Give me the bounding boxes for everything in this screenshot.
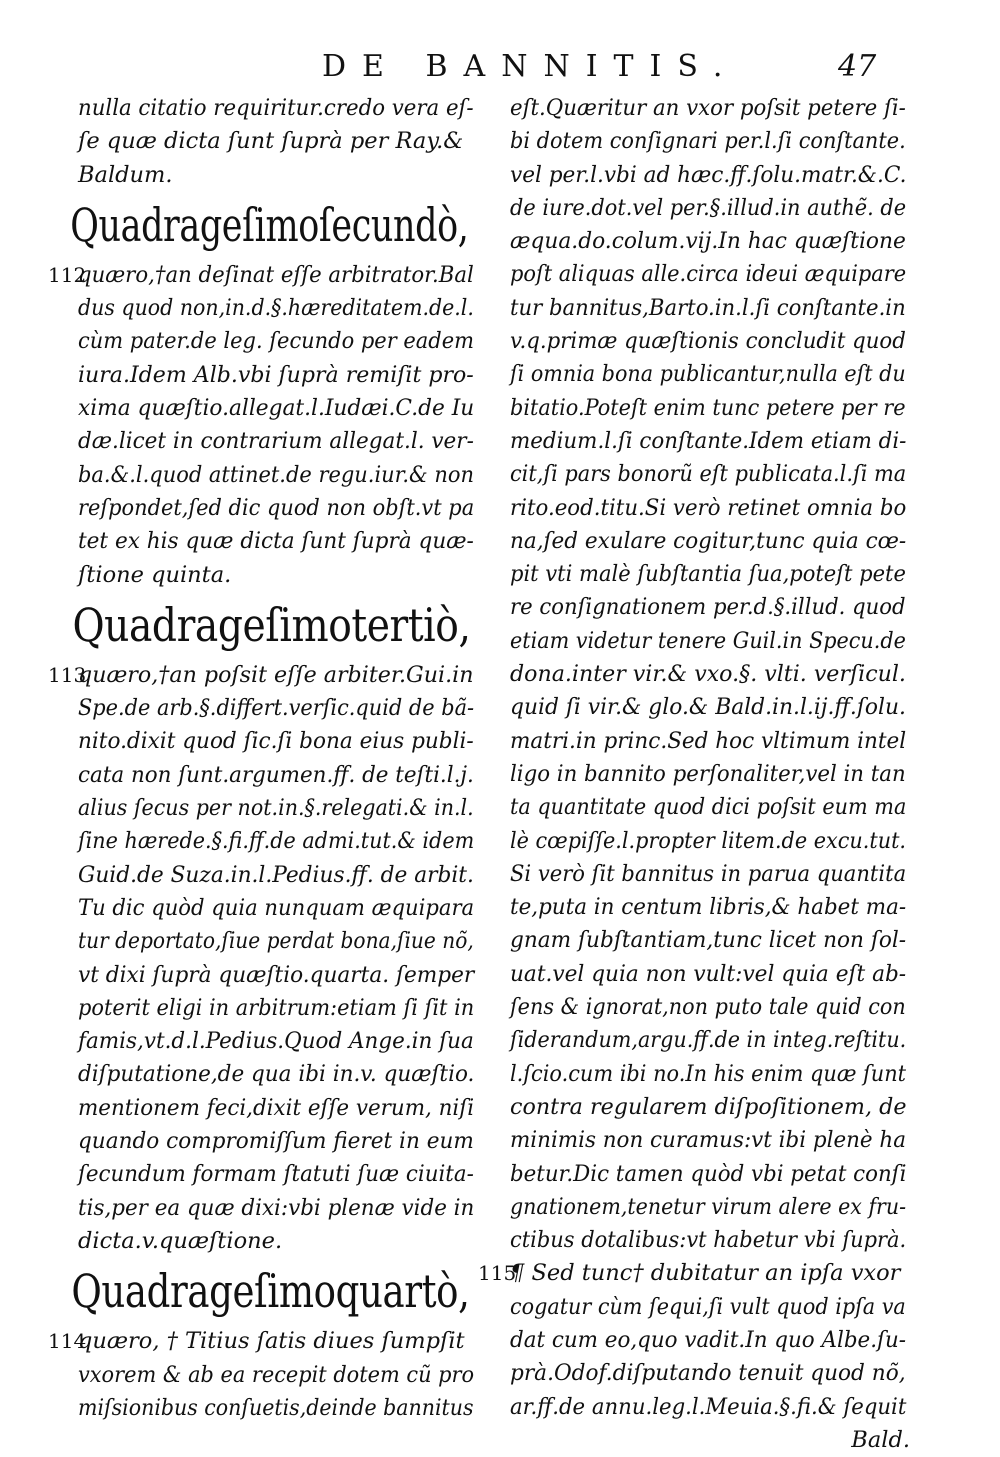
line-text: re conſignationem per.d.§.illud. quod (510, 594, 906, 621)
text-line (478, 958, 910, 991)
line-text: v.q.primæ quæſtionis concludit quod (510, 328, 906, 355)
margin-number: 114 (48, 1329, 87, 1354)
line-text: ſe quæ dicta ſunt ſuprà per Ray.& (78, 128, 464, 155)
text-line (478, 691, 910, 724)
text-line (478, 891, 910, 924)
line-text: diſputatione,de qua ibi in.v. quæſtio. (78, 1061, 475, 1088)
line-text: na,ſed exulare cogitur,tunc quia cœ- (510, 527, 907, 554)
text-line (478, 258, 910, 291)
line-text: gnationem,tenetur virum alere ex fru- (510, 1193, 907, 1220)
text-line (52, 1359, 478, 1392)
text-line (478, 1191, 910, 1224)
line-text: lè cœpiſſe.l.propter litem.de excu.tut. (510, 827, 907, 854)
text-line (52, 159, 478, 192)
page-number: 47 (838, 49, 877, 84)
line-text: ligo in bannito perſonaliter,vel in tan (510, 760, 906, 787)
line-text: dicta.v.quæſtione. (78, 1227, 283, 1254)
text-line (52, 559, 478, 592)
text-line (478, 458, 910, 491)
line-text: tur bannitus,Barto.in.l.ſi conſtante.in (510, 294, 906, 321)
line-text: te,puta in centum libris,& habet ma- (510, 894, 907, 921)
line-text: cata non ſunt.argumen.ff. de teſti.l.j. (78, 761, 474, 788)
text-line (478, 192, 910, 225)
line-text: tet ex his quæ dicta ſunt ſuprà quæ- (78, 528, 474, 555)
line-text: rito.eod.titu.Si verò retinet omnia bo (510, 494, 907, 521)
line-text: vxorem & ab ea recepit dotem cũ pro (78, 1361, 475, 1388)
text-line (52, 359, 478, 392)
text-line (478, 1058, 910, 1091)
line-text: xima quæſtio.allegat.l.Iudæi.C.de Iu (78, 395, 475, 422)
line-text: tur deportato,ſiue perdat bona,ſiue nõ, (78, 928, 474, 955)
line-text: ba.&.l.quod attinet.de regu.iur.& non (78, 461, 475, 488)
text-line (478, 625, 910, 658)
text-line (478, 92, 910, 125)
line-text: bitatio.Poteſt enim tunc petere per re (510, 394, 906, 421)
text-line (478, 1091, 910, 1124)
line-text: betur.Dic tamen quòd vbi petat conſi (510, 1160, 907, 1187)
line-text: quando compromiſſum fieret in eum (78, 1128, 474, 1155)
text-line (478, 525, 910, 558)
text-line (52, 1025, 478, 1058)
line-text: quid ſi vir.& glo.& Bald.in.l.ij.ff.ſolu. (510, 694, 906, 721)
line-text: dus quod non,in.d.§.hæreditatem.de.l. (78, 295, 474, 322)
text-line (52, 992, 478, 1025)
line-text: ſi omnia bona publicantur,nulla eſt du (510, 361, 906, 388)
line-text: poterit eligi in arbitrum:etiam ſi ſit in (78, 994, 475, 1021)
line-text: Spe.de arb.§.differt.verſic.quid de bã- (78, 695, 475, 722)
text-line (52, 1192, 478, 1225)
line-text: bi dotem conſignari per.l.ſi conſtante. (510, 128, 906, 155)
text-line (478, 991, 910, 1024)
text-line (52, 325, 478, 358)
text-line (52, 759, 478, 792)
line-text: iura.Idem Alb.vbi ſuprà remiſit pro- (78, 361, 474, 388)
section-heading: Quadrageſimotertiò, (72, 597, 471, 652)
text-line (478, 425, 910, 458)
text-line (52, 292, 478, 325)
line-text: l.ſcio.cum ibi no.In his enim quæ ſunt (510, 1060, 907, 1087)
line-text: ſtione quinta. (78, 561, 232, 588)
margin-number: 115 (478, 1261, 517, 1286)
text-line (478, 392, 910, 425)
text-line (52, 892, 478, 925)
text-line (478, 825, 910, 858)
text-line (52, 859, 478, 892)
text-line (478, 1291, 910, 1324)
line-text: vel per.l.vbi ad hæc.ff.ſolu.matr.&.C. (510, 161, 907, 188)
text-line (52, 1392, 478, 1425)
text-line (52, 392, 478, 425)
line-text: eſt.Quæritur an vxor poſsit petere ſi- (510, 95, 906, 121)
text-line (52, 425, 478, 458)
text-line (48, 259, 478, 292)
text-line (478, 1357, 910, 1390)
text-line (52, 1158, 478, 1191)
running-title: DE BANNITIS. (322, 49, 739, 84)
text-line (52, 525, 478, 558)
line-text: quæro,†an deſinat eſſe arbitrator.Bal (78, 261, 474, 288)
text-line (52, 125, 478, 158)
text-line (48, 659, 478, 692)
text-line (478, 1257, 910, 1290)
line-text: nulla citatio requiritur.credo vera eſ- (78, 95, 474, 121)
text-line (478, 159, 910, 192)
text-line (478, 1224, 910, 1257)
text-line (478, 358, 910, 391)
margin-number: 112 (48, 262, 87, 287)
line-text: Tu dic quòd quia nunquam æquipara (78, 894, 475, 921)
text-line (52, 492, 478, 525)
line-text: ar.ff.de annu.leg.l.Meuia.§.fi.& ſequit (510, 1393, 907, 1420)
line-text: ¶ Sed tunc† dubitatur an ipſa vxor (510, 1260, 901, 1287)
text-line (478, 1324, 910, 1357)
section-heading: Quadrageſimoquartò, (71, 1264, 470, 1319)
line-text: ſecundum formam ſtatuti ſuæ ciuita- (78, 1161, 474, 1188)
line-text: tis,per ea quæ dixi:vbi plenæ vide in (78, 1194, 475, 1221)
line-text: mentionem feci,dixit eſſe verum, niſi (78, 1094, 475, 1121)
text-line (52, 459, 478, 492)
text-line (52, 92, 478, 125)
text-line (478, 858, 910, 891)
line-text: cùm pater.de leg. ſecundo per eadem (78, 328, 475, 355)
section-heading: Quadrageſimoſecundò, (70, 197, 469, 252)
line-text: cogatur cùm ſequi,ſi vult quod ipſa va (510, 1293, 906, 1320)
line-text: nito.dixit quod ſic.ſi bona eius publi- (78, 728, 474, 755)
text-line (52, 692, 478, 725)
line-text: Guid.de Suza.in.l.Pedius.ff. de arbit. (78, 861, 474, 888)
text-line (52, 792, 478, 825)
text-line (52, 1225, 478, 1258)
line-text: famis,vt.d.l.Pedius.Quod Ange.in ſua (78, 1028, 474, 1055)
line-text: quæro,†an poſsit eſſe arbiter.Gui.in (78, 661, 474, 688)
line-text: gnam ſubſtantiam,tunc licet non ſol- (510, 927, 907, 954)
line-text: Bald. (851, 1426, 910, 1453)
text-line (478, 1124, 910, 1157)
line-text: minimis non curamus:vt ibi plenè ha (510, 1127, 906, 1154)
line-text: pit vti malè ſubſtantia ſua,poteſt pete (510, 561, 906, 588)
text-line (478, 1391, 910, 1424)
line-text: reſpondet,ſed dic quod non obſt.vt pa (78, 494, 475, 521)
line-text: cit,ſi pars bonorũ eſt publicata.l.ſi ma (510, 461, 907, 488)
text-line (478, 225, 910, 258)
text-line (478, 758, 910, 791)
line-text: matri.in princ.Sed hoc vltimum intel (510, 727, 907, 754)
text-line (52, 1125, 478, 1158)
margin-number: 113 (48, 662, 87, 687)
line-text: æqua.do.colum.vij.In hac quæſtione (510, 228, 906, 255)
line-text: ſiderandum,argu.ff.de in integ.reſtitu. (510, 1027, 907, 1054)
left-column (48, 92, 478, 1425)
text-line (52, 1092, 478, 1125)
line-text: vt dixi ſuprà quæſtio.quarta. ſemper (78, 961, 475, 988)
line-text: ſine hærede.§.fi.ff.de admi.tut.& idem (78, 828, 475, 855)
line-text: miſsionibus conſuetis,deinde bannitus (78, 1394, 474, 1421)
text-line (52, 1058, 478, 1091)
line-text: medium.l.ſi conſtante.Idem etiam di- (510, 427, 907, 454)
line-text: contra regularem diſpoſitionem, de (510, 1093, 907, 1120)
text-line (478, 791, 910, 824)
line-text: etiam videtur tenere Guil.in Specu.de (510, 627, 906, 654)
text-line (48, 1325, 478, 1358)
text-line (478, 1158, 910, 1191)
text-line (478, 924, 910, 957)
text-line (52, 925, 478, 958)
running-header (0, 42, 1000, 92)
text-line (52, 959, 478, 992)
line-text: alius ſecus per not.in.§.relegati.& in.l. (78, 795, 474, 822)
text-line (478, 125, 910, 158)
line-text: quæro, † Titius ſatis diues ſumpſit (78, 1328, 465, 1355)
text-line (478, 292, 910, 325)
line-text: dona.inter vir.& vxo.§. vlti. verſicul. (510, 661, 906, 688)
line-text: Baldum. (78, 161, 173, 188)
text-line (478, 591, 910, 624)
line-text: dæ.licet in contrarium allegat.l. ver- (78, 428, 474, 455)
text-line (52, 725, 478, 758)
text-line (478, 658, 910, 691)
catchword (478, 1424, 910, 1457)
line-text: ſens & ignorat,non puto tale quid con (510, 994, 906, 1021)
text-line (478, 725, 910, 758)
line-text: uat.vel quia non vult:vel quia eſt ab- (510, 960, 907, 987)
right-column (478, 92, 910, 1457)
text-line (478, 1024, 910, 1057)
line-text: de iure.dot.vel per.§.illud.in authẽ. de (510, 194, 907, 221)
text-line (478, 558, 910, 591)
text-line (52, 825, 478, 858)
text-line (478, 325, 910, 358)
line-text: dat cum eo,quo vadit.In quo Albe.ſu- (510, 1326, 906, 1353)
line-text: Si verò ſit bannitus in parua quantita (510, 860, 907, 887)
line-text: ta quantitate quod dici poſsit eum ma (510, 794, 907, 821)
line-text: ctibus dotalibus:vt habetur vbi ſuprà. (510, 1227, 907, 1254)
text-line (478, 492, 910, 525)
line-text: poſt aliquas alle.circa ideui æquipare (510, 261, 907, 288)
line-text: prà.Odof.diſputando tenuit quod nõ, (510, 1360, 906, 1387)
